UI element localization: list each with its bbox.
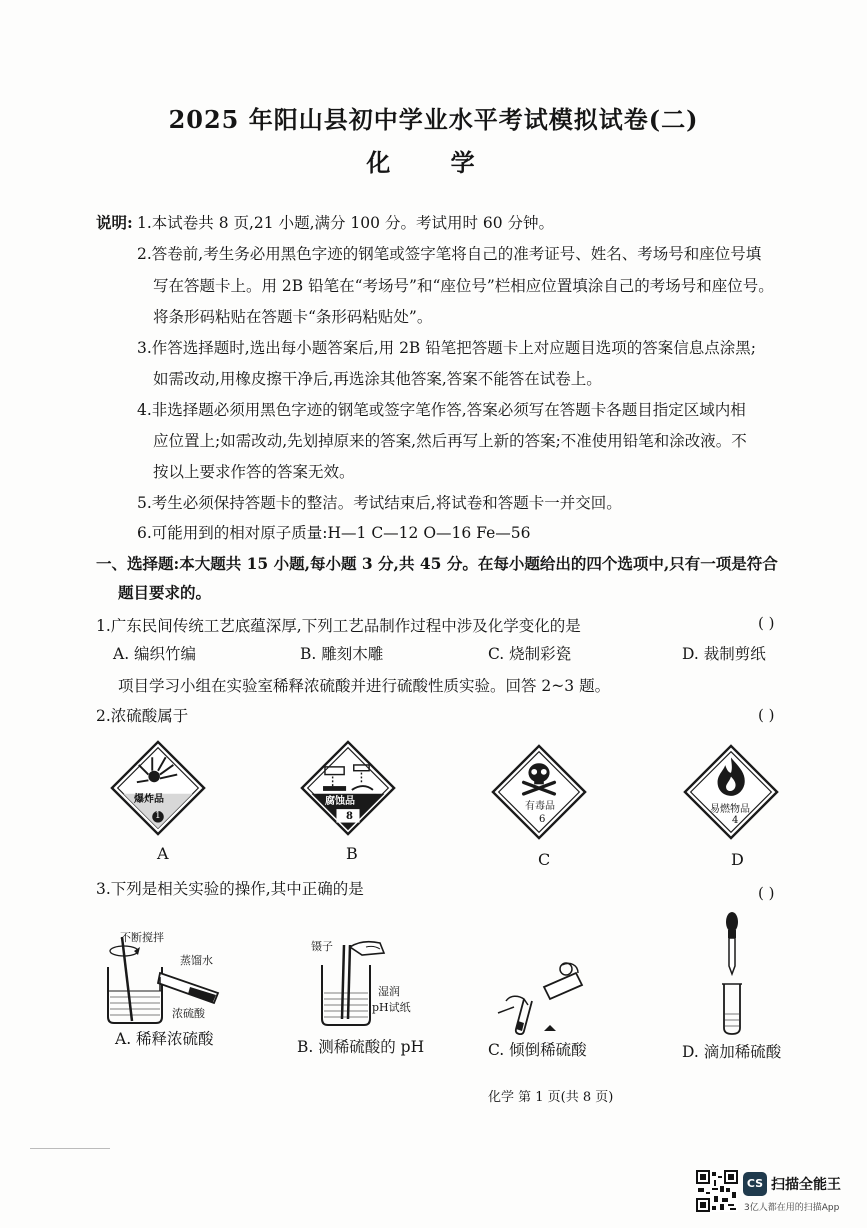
sign-letter: D [731,850,744,869]
page-footer: 化学 第 1 页(共 8 页) [488,1090,614,1105]
instruction-line: 按以上要求作答的答案无效。 [153,463,355,481]
question-stem: 3.下列是相关实验的操作,其中正确的是 [96,880,364,898]
sign-label: 腐蚀品 [325,796,355,807]
app-name: 扫描全能王 [771,1177,841,1193]
label-water: 蒸馏水 [180,954,213,967]
answer-paren: ( ) [758,706,775,724]
instructions-label: 说明: [96,213,133,232]
instruction-line: 5.考生必须保持答题卡的整洁。考试结束后,将试卷和答题卡一并交回。 [137,494,622,512]
label-stir: 不断搅拌 [120,931,164,944]
label-acid: 浓硫酸 [172,1007,205,1020]
answer-paren: ( ) [758,884,775,902]
answer-paren: ( ) [758,614,775,632]
caption-c: C. 倾倒稀硫酸 [488,1041,587,1059]
option-b: B. 雕刻木雕 [300,645,384,663]
instruction-line: 4.非选择题必须用黑色字迹的钢笔或签字笔作答,答案必须写在答题卡各题目指定区域内相 [137,401,746,419]
caption-a: A. 稀释浓硫酸 [115,1030,214,1048]
dropping-figure [712,908,752,1038]
instruction-line: 3.作答选择题时,选出每小题答案后,用 2B 铅笔把答题卡上对应题目选项的答案信息点涂黑; [137,339,756,357]
qr-code-icon [696,1170,738,1212]
flammable-sign [683,744,779,840]
sign-class-number: 8 [346,811,353,822]
instruction-line: 6.可能用到的相对原子质量:H—1 C—12 O—16 Fe—56 [137,524,531,542]
sign-label: 易燃物品 [710,804,750,815]
caption-b: B. 测稀硫酸的 pH [297,1038,425,1056]
label-paper: pH试纸 [372,1001,411,1014]
section-heading: 题目要求的。 [118,583,212,602]
sign-letter: A [157,844,169,863]
instruction-line: 2.答卷前,考生务必用黑色字迹的钢笔或签字笔将自己的准考证号、姓名、考场号和座位号填 [137,245,762,263]
explosive-sign [110,740,206,836]
sign-class-number: 6 [539,814,546,825]
instruction-line: 将条形码粘贴在答题卡“条形码粘贴处”。 [153,308,433,326]
sign-class-number: 1 [155,811,161,821]
label-tweezers: 镊子 [311,940,333,953]
instruction-line: 1.本试卷共 8 页,21 小题,满分 100 分。考试用时 60 分钟。 [137,214,555,232]
section-heading: 一、选择题:本大题共 15 小题,每小题 3 分,共 45 分。在每小题给出的四个选项中,只有一项是符合 [96,554,778,573]
option-c: C. 烧制彩瓷 [488,645,572,663]
sign-class-number: 4 [732,815,739,826]
toxic-sign [491,744,587,840]
sign-letter: B [346,844,358,863]
question-stem: 2.浓硫酸属于 [96,707,189,725]
option-d: D. 裁制剪纸 [682,645,766,663]
instruction-line: 写在答题卡上。用 2B 铅笔在“考场号”和“座位号”栏相应位置填涂自己的考场号和座位号。 [153,277,774,295]
option-a: A. 编织竹编 [113,645,197,663]
context-text: 项目学习小组在实验室稀释浓硫酸并进行硫酸性质实验。回答 2~3 题。 [118,677,611,695]
question-stem: 1.广东民间传统工艺底蕴深厚,下列工艺品制作过程中涉及化学变化的是 [96,617,581,635]
instruction-line: 应位置上;如需改动,先划掉原来的答案,然后再写上新的答案;不准使用铅笔和涂改液。不 [153,432,747,450]
subject-title: 化 学 [366,148,501,177]
instruction-line: 如需改动,用橡皮擦干净后,再选涂其他答案,答案不能答在试卷上。 [153,370,602,388]
pouring-figure [494,955,594,1035]
label-paper: 湿润 [378,985,400,998]
app-badge: CS [743,1172,767,1196]
caption-d: D. 滴加稀硫酸 [682,1043,782,1061]
sign-label: 爆炸品 [134,794,164,805]
sign-letter: C [538,850,551,869]
sign-label: 有毒品 [525,801,555,812]
page-title: 2025 年阳山县初中学业水平考试模拟试卷(二) [168,105,699,134]
divider [30,1148,110,1149]
app-slogan: 3亿人都在用的扫描App [744,1203,840,1213]
